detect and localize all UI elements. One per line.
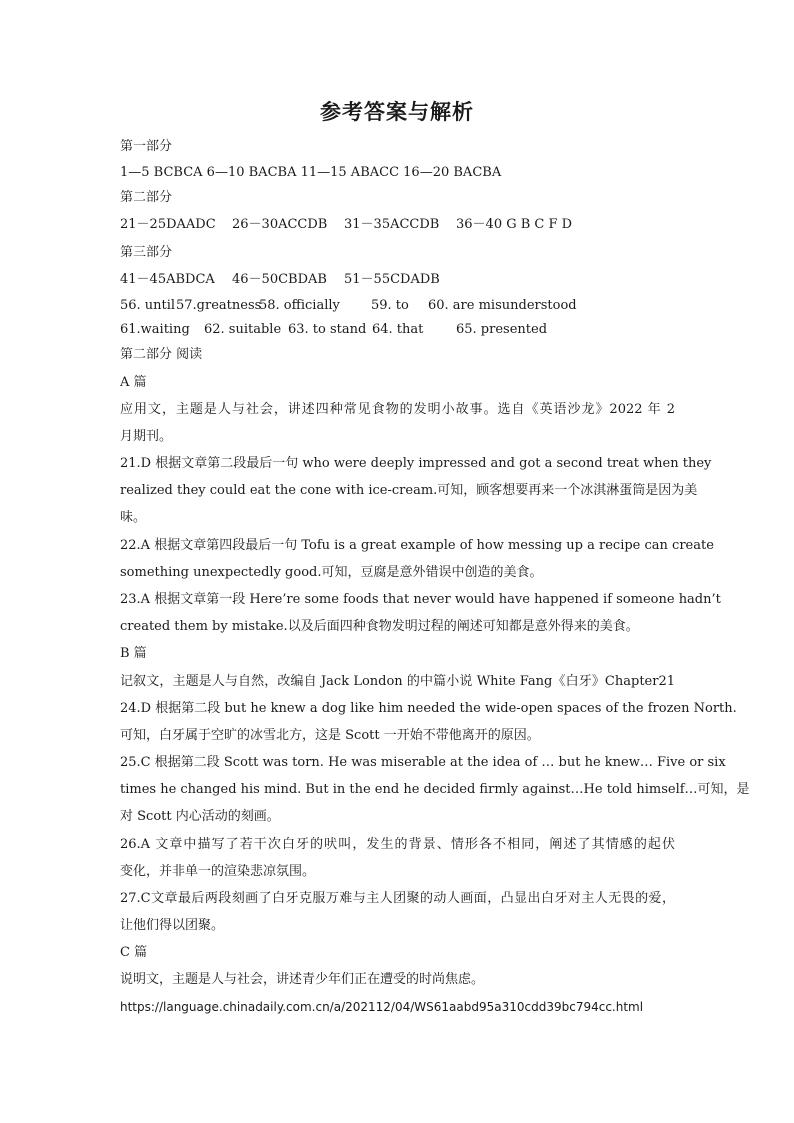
reading-heading: 第二部分 阅读 [120,347,203,362]
q23-explanation-cont: created them by mistake.以及后面四种食物发明过程的阐述可知都是意外得来的美食。 [120,619,639,634]
fill-answer-64: 64. that [372,322,424,337]
fill-answer-63: 63. to stand [288,322,367,337]
q25-explanation-end: 对 Scott 内心活动的刻画。 [120,809,280,824]
q25-explanation: 25.C 根据第二段 Scott was torn. He was miserable at the idea of … but he knew… Five or six [120,755,726,770]
part2-group-1: 21－25DAADC [120,217,216,232]
passage-c-intro: 说明文，主题是人与社会，讲述青少年们正在遭受的时尚焦虑。 [120,972,485,987]
part1-answers: 1—5 BCBCA 6—10 BACBA 11—15 ABACC 16—20 BACBA [120,165,502,180]
q25-explanation-cont: times he changed his mind. But in the end he decided firmly against…He told himself…可知，是 [120,782,750,797]
q21-explanation-end: 味。 [120,510,147,525]
q24-explanation-cont: 可知，白牙属于空旷的冰雪北方，这是 Scott 一开始不带他离开的原因。 [120,728,540,743]
part3-group-3: 51－55CDADB [344,272,440,287]
q21-explanation: 21.D 根据文章第二段最后一句 who were deeply impressed and got a second treat when they [120,456,712,471]
part3-group-1: 41－45ABDCA [120,272,215,287]
passage-a-intro: 应用文，主题是人与社会，讲述四种常见食物的发明小故事。选自《英语沙龙》2022 年 2 [120,402,675,417]
fill-answer-62: 62. suitable [204,322,282,337]
passage-c-source-url: https://language.chinadaily.com.cn/a/202112/04/WS61aabd95a310cdd39bc794cc.html [120,1000,644,1014]
fill-answer-57: 57.greatness [176,298,262,313]
q26-explanation-cont: 变化，并非单一的渲染悲凉氛围。 [120,864,316,879]
q23-explanation: 23.A 根据文章第一段 Here’re some foods that never would have happened if someone hadn’t [120,592,721,607]
fill-answer-56: 56. until [120,298,176,313]
passage-b-label: B 篇 [120,646,147,661]
fill-answer-58: 58. officially [259,298,340,313]
q21-explanation-cont: realized they could eat the cone with ice-cream.可知，顾客想要再来一个冰淇淋蛋筒是因为美 [120,483,698,498]
passage-a-label: A 篇 [120,375,147,390]
passage-b-intro: 记叙文，主题是人与自然，改编自 Jack London 的中篇小说 White Fang《白牙》Chapter21 [120,674,675,689]
part3-group-2: 46－50CBDAB [232,272,327,287]
q22-explanation: 22.A 根据文章第四段最后一句 Tofu is a great example of how messing up a recipe can create [120,538,714,553]
q27-explanation: 27.C文章最后两段刻画了白牙克服万难与主人团聚的动人画面，凸显出白牙对主人无畏的爱， [120,891,675,906]
q26-explanation: 26.A 文章中描写了若干次白牙的吠叫，发生的背景、情形各不相同，阐述了其情感的起伏 [120,837,675,852]
part2-heading: 第二部分 [120,190,173,205]
part3-heading: 第三部分 [120,245,173,260]
page-title: 参考答案与解析 [320,99,474,124]
fill-answer-60: 60. are misunderstood [428,298,577,313]
passage-a-intro-cont: 月期刊。 [120,429,173,444]
fill-answer-61: 61.waiting [120,322,190,337]
q24-explanation: 24.D 根据第二段 but he knew a dog like him needed the wide-open spaces of the frozen North. [120,701,737,716]
part2-group-4: 36－40 G B C F D [456,217,573,232]
q22-explanation-cont: something unexpectedly good.可知，豆腐是意外错误中创造的美食。 [120,565,543,580]
fill-answer-65: 65. presented [456,322,548,337]
part2-group-3: 31－35ACCDB [344,217,440,232]
part2-group-2: 26－30ACCDB [232,217,328,232]
fill-answer-59: 59. to [371,298,409,313]
passage-c-label: C 篇 [120,945,148,960]
part1-heading: 第一部分 [120,139,173,154]
q27-explanation-cont: 让他们得以团聚。 [120,918,225,933]
